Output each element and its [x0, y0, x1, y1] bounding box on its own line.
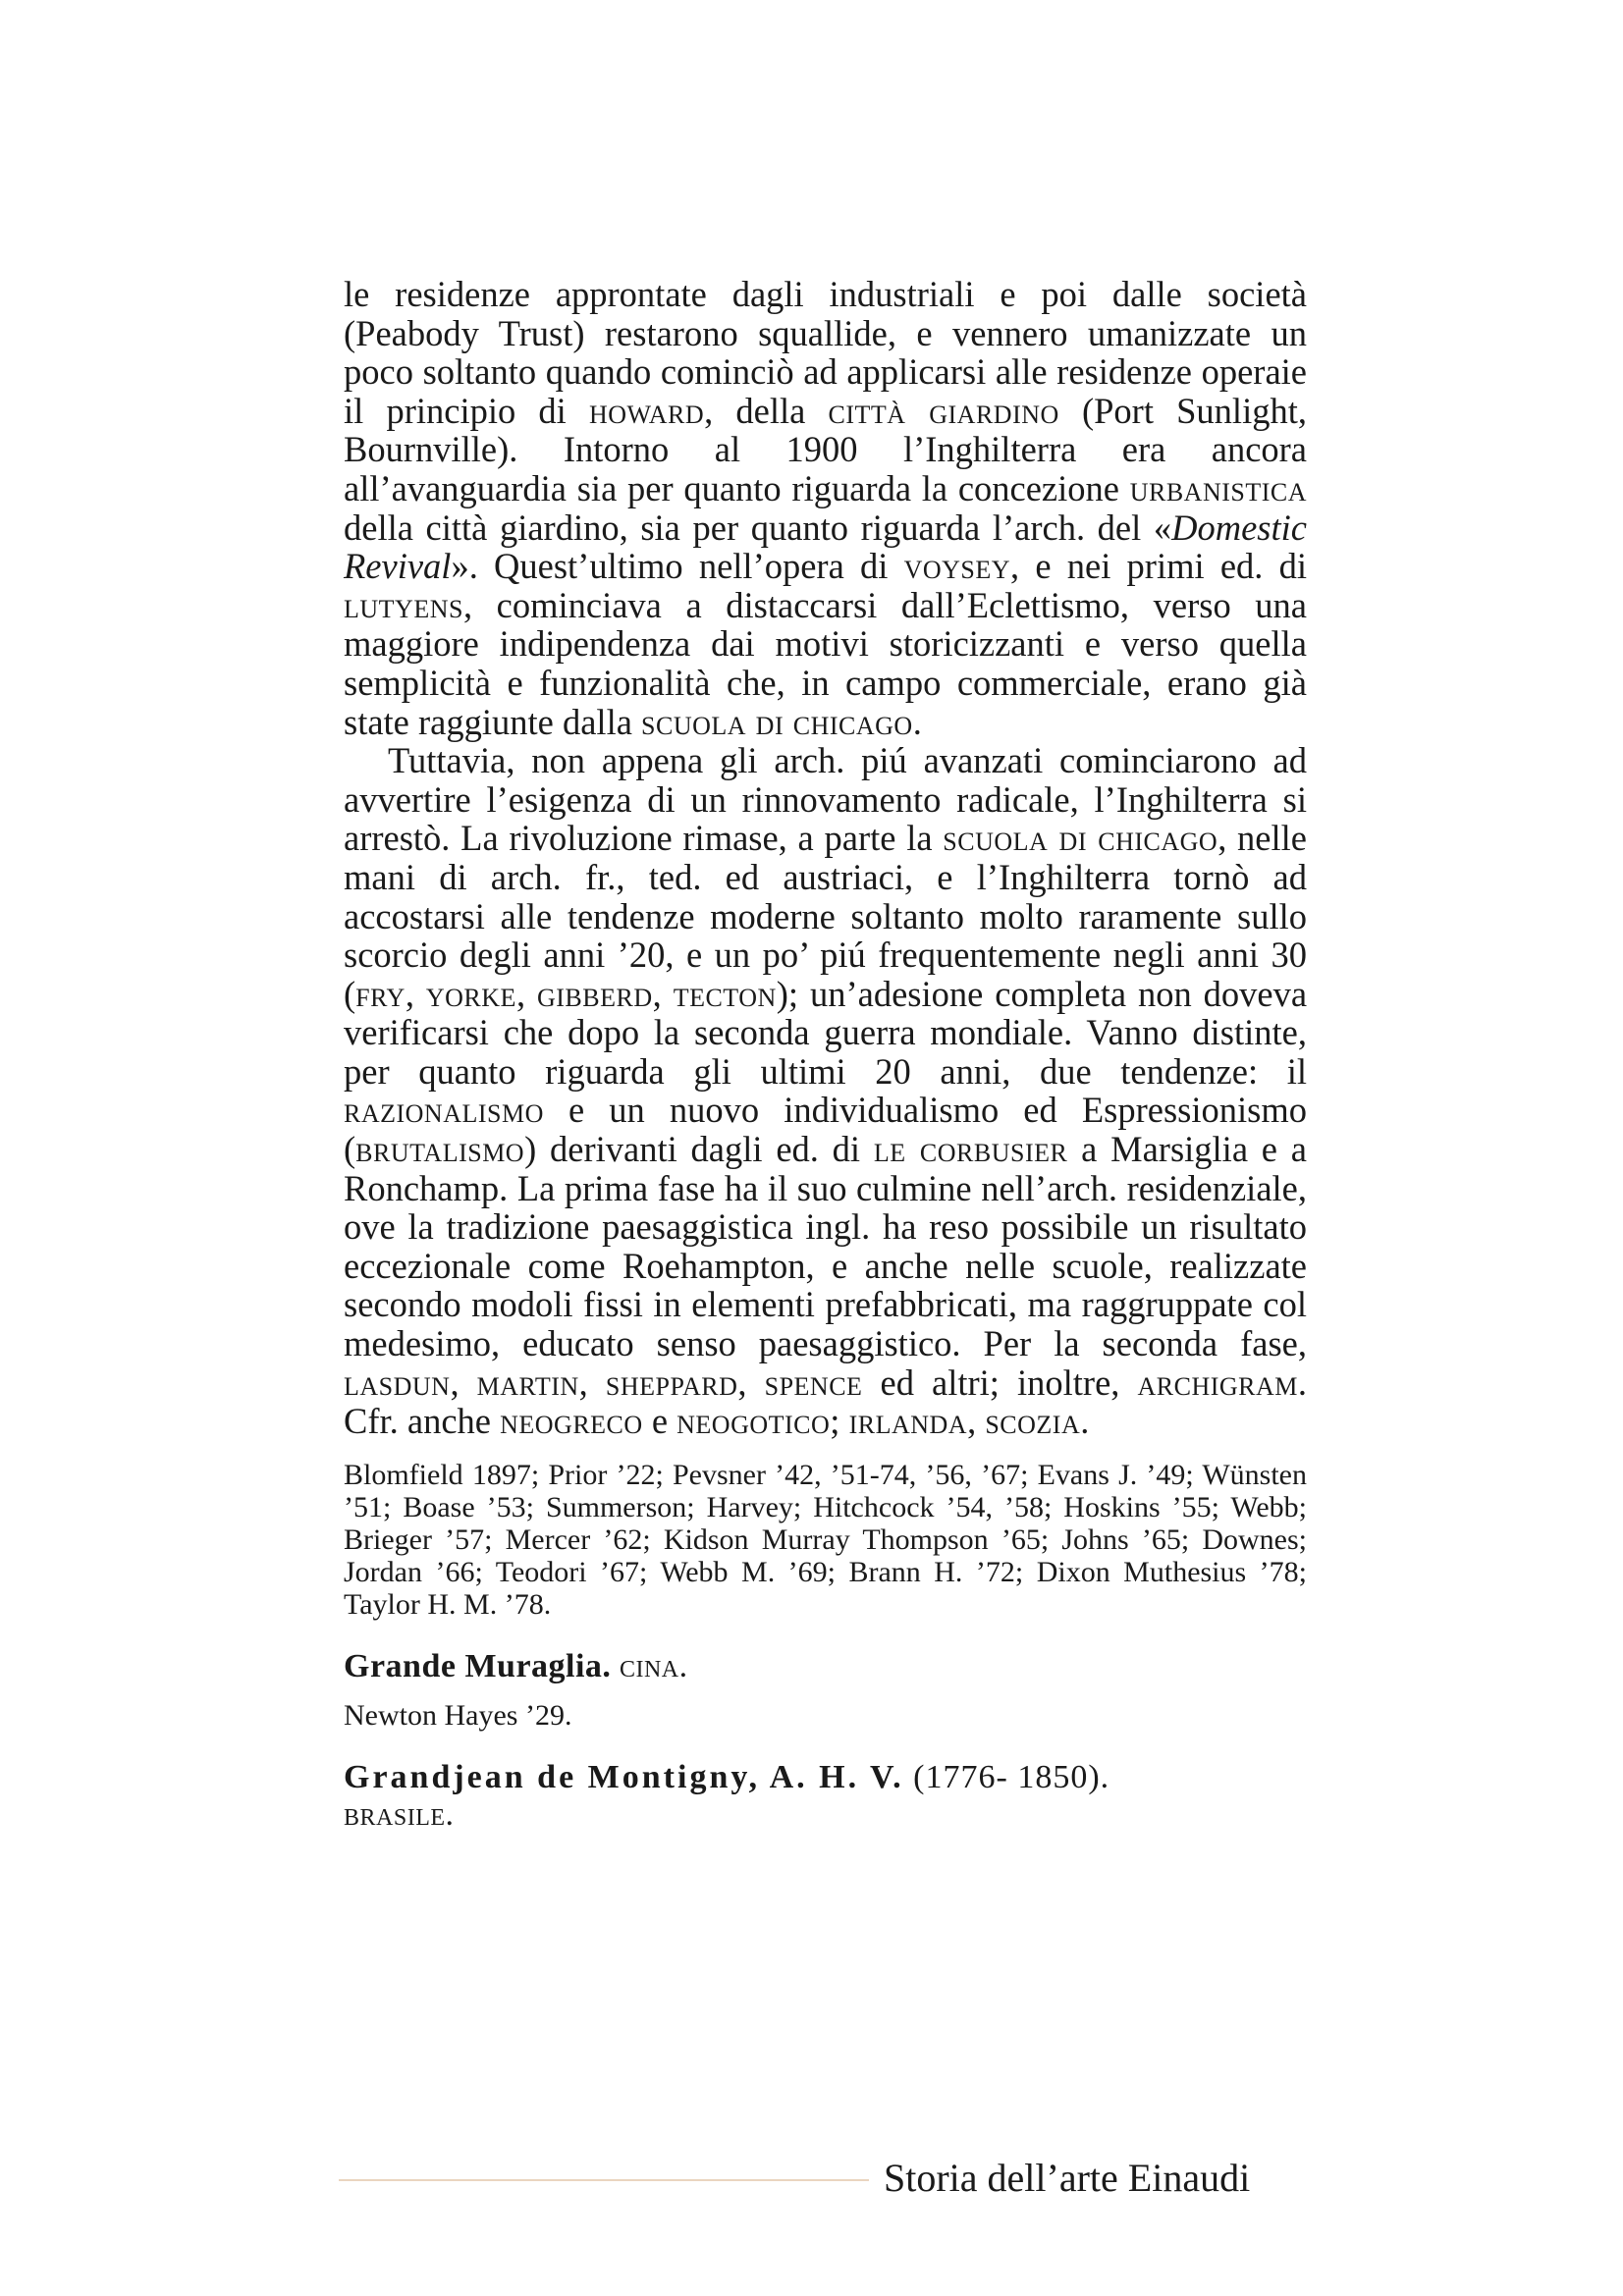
cross-reference: neogreco [500, 1401, 643, 1442]
cross-reference: archigram [1137, 1362, 1298, 1403]
cross-reference: scuola di chicago [943, 818, 1218, 859]
entry-grandjean-de-montigny [344, 1759, 1307, 1834]
cross-reference: fry [355, 973, 406, 1014]
footer-rule [339, 2179, 869, 2181]
cross-reference: città giardino [828, 390, 1059, 431]
body-paragraph-2: Tuttavia, non appena gli arch. piú avanzati cominciarono ad avvertire l’esigenza di un rinnovamento radicale, l’Inghilterra si arrestò. La rivoluzione rimase, a parte la scuola di chicago, nelle mani di arch. fr., ted. ed austriaci, e l’Inghilterra tornò ad accostarsi alle tendenze moderne soltanto molto raramente sullo scorcio degli anni ’20, e un po’ piú frequentemente negli anni 30 (fry, yorke, gibberd, tecton); un’adesione completa non doveva verificarsi che dopo la seconda guerra mondiale. Vanno distinte, per quanto riguarda gli ultimi 20 anni, due tendenze: il razionalismo e un nuovo individualismo ed Espressionismo (brutalismo) derivanti dagli ed. di le corbusier a Marsiglia e a Ronchamp. La prima fase ha il suo culmine nell’arch. residenziale, ove la tradizione paesaggistica ingl. ha reso possibile un risultato eccezionale come Roehampton, e anche nelle scuole, realizzate secondo modoli fissi in elementi prefabbricati, ma raggruppate col medesimo, educato senso paesaggistico. Per la seconda fase, lasdun, martin, sheppard, spence ed altri; inoltre, archigram. Cfr. anche neogreco e neogotico; irlanda, scozia. [344, 740, 1308, 1442]
cross-reference: le corbusier [873, 1129, 1068, 1170]
cross-reference: irlanda [848, 1401, 968, 1442]
body-paragraph-1: le residenze approntate dagli industriali e poi dalle società (Peabody Trust) restarono squallide, e vennero umanizzate un poco soltanto quando cominciò ad applicarsi alle residenze operaie il principio di howard, della città giardino (Port Sunlight, Bournville). Intorno al 1900 l’Inghilterra era ancora all’avanguardia sia per quanto riguarda la concezione urbanistica della città giardino, sia per quanto riguarda l’arch. del «Domestic Revival». Quest’ultimo nell’opera di voysey, e nei primi ed. di lutyens, cominciava a distaccarsi dall’Eclettismo, verso una maggiore indipendenza dai motivi storicizzanti e verso quella semplicità e funzionalità che, in campo commerciale, erano già state raggiunte dalla scuola di chicago. [344, 274, 1307, 742]
entry-grande-muraglia [344, 1648, 1307, 1685]
entry-dates: (1776- 1850). [903, 1758, 1110, 1795]
cross-reference: tecton [673, 973, 777, 1014]
cross-reference: howard [588, 390, 705, 431]
cross-reference: brutalismo [355, 1129, 525, 1170]
cross-reference: scuola di chicago [641, 701, 913, 742]
cross-reference: martin [476, 1362, 579, 1403]
entry-reference: Newton Hayes ’29. [344, 1698, 572, 1732]
page-text-block [344, 275, 1307, 1834]
entry-title: Grande Muraglia. [344, 1647, 612, 1684]
entry-crossref: cina. [619, 1647, 688, 1684]
cross-reference: urbanistica [1129, 467, 1307, 508]
entry-crossref: brasile. [344, 1795, 455, 1833]
cross-reference: neogotico [676, 1401, 831, 1442]
cross-reference: scozia [985, 1401, 1081, 1442]
italic-term: Domestic Revival [344, 507, 1307, 587]
cross-reference: gibberd [537, 973, 653, 1014]
cross-reference: voysey [903, 546, 1011, 587]
cross-reference: sheppard [605, 1362, 738, 1403]
entry-title: Grandjean de Montigny, A. H. V. [344, 1758, 904, 1795]
cross-reference: razionalismo [344, 1090, 544, 1131]
footer-publisher: Storia dell’arte Einaudi [884, 2156, 1251, 2200]
bibliography-references: Blomfield 1897; Prior ’22; Pevsner ’42, ’51-74, ’56, ’67; Evans J. ’49; Wünsten ’51; Boase ’53; Summerson; Harvey; Hitchcock ’54, ’58; Hoskins ’55; Webb; Brieger ’57; Mercer ’62; Kidson Murray Thompson ’65; Johns ’65; Downes; Jordan ’66; Teodori ’67; Webb M. ’69; Brann H. ’72; Dixon Muthesius ’78; Taylor H. M. ’78. [344, 1458, 1307, 1621]
cross-reference: lasdun [344, 1362, 451, 1403]
cross-reference: lutyens [344, 584, 463, 625]
cross-reference: spence [764, 1362, 863, 1403]
cross-reference: yorke [425, 973, 516, 1014]
